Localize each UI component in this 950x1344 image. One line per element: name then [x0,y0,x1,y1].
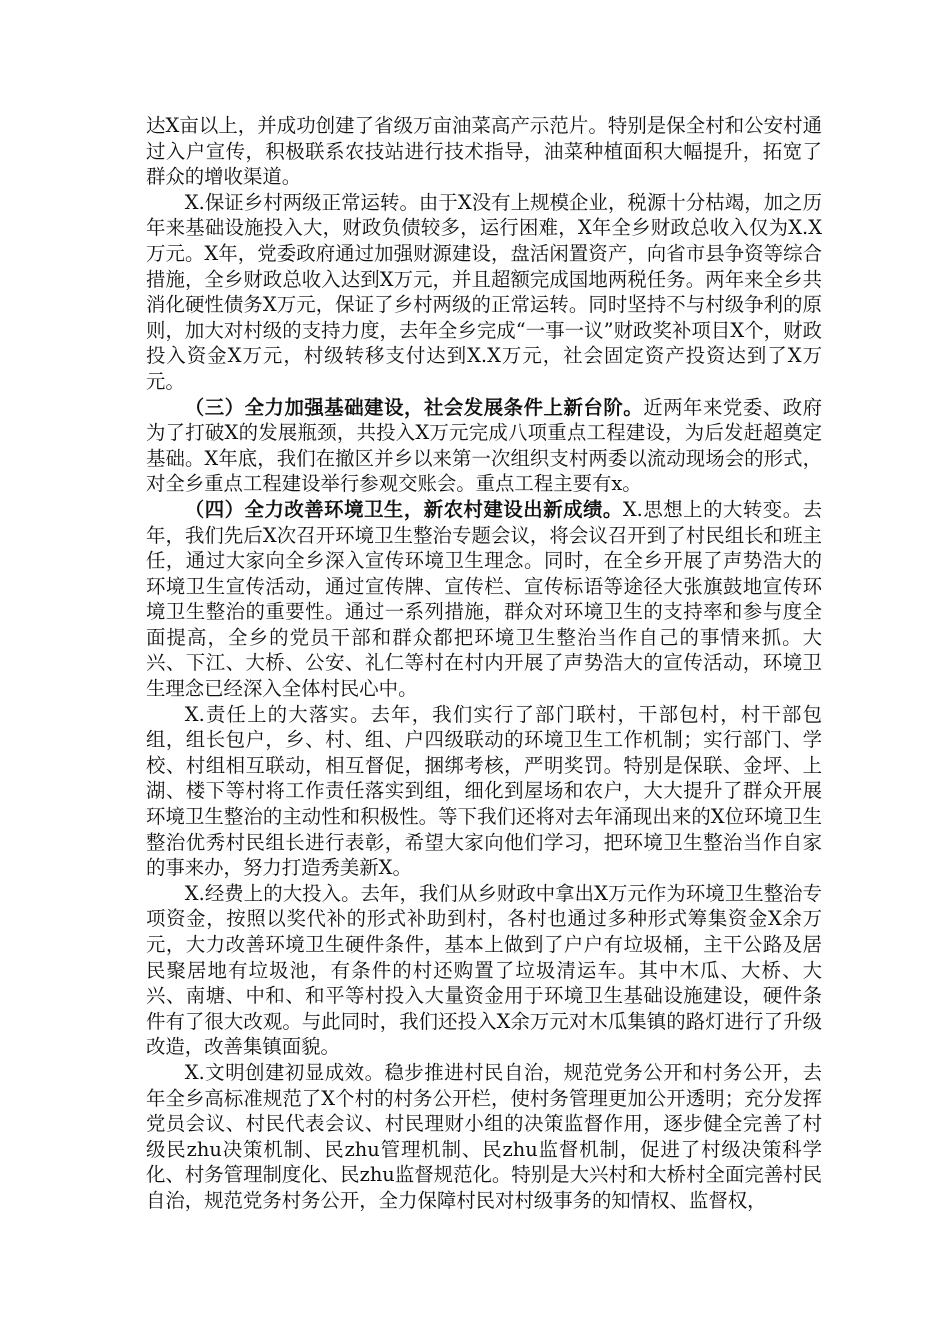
paragraph-4 [146,497,822,702]
section-heading-4: （四）全力改善环境卫生，新农村建设出新成绩。 [184,497,623,521]
paragraph-5 [146,702,822,881]
document-page [146,113,822,1214]
paragraph-6 [146,881,822,1060]
paragraph-7-text: X.文明创建初显成效。稳步推进村民自治，规范党务公开和村务公开，去年全乡高标准规范了X个村的村务公开栏，使村务管理更加公开透明；充分发挥党员会议、村民代表会议、村民理财小组的决策监督作用，逐步健全完善了村级民zhu决策机制、民zhu管理机制、民zhu监督机制，促进了村级决策科学化、村务管理制度化、民zhu监督规范化。特别是大兴村和大桥村全面完善村民自治，规范党务村务公开，全力保障村民对村级事务的知情权、监督权， [146,1060,822,1212]
paragraph-1 [146,113,822,190]
paragraph-1-text: 达X亩以上，并成功创建了省级万亩油菜高产示范片。特别是保全村和公安村通过入户宣传，积极联系农技站进行技术指导，油菜种植面积大幅提升，拓宽了群众的增收渠道。 [146,114,822,189]
paragraph-3-text: 近两年来党委、政府为了打破X的发展瓶颈，共投入X万元完成八项重点工程建设，为后发赶超奠定基础。X年底，我们在撤区并乡以来第一次组织支村两委以流动现场会的形式，对全乡重点工程建设举行参观交账会。重点工程主要有x。 [146,395,823,496]
paragraph-2 [146,190,822,395]
paragraph-6-text: X.经费上的大投入。去年，我们从乡财政中拿出X万元作为环境卫生整治专项资金，按照以奖代补的形式补助到村，各村也通过多种形式筹集资金X余万元，大力改善环境卫生硬件条件，基本上做到了户户有垃圾桶，主干公路及居民聚居地有垃圾池，有条件的村还购置了垃圾清运车。其中木瓜、大桥、大兴、南塘、中和、和平等村投入大量资金用于环境卫生基础设施建设，硬件条件有了很大改观。与此同时，我们还投入X余万元对木瓜集镇的路灯进行了升级改造，改善集镇面貌。 [146,881,822,1059]
paragraph-5-text: X.责任上的大落实。去年，我们实行了部门联村，干部包村，村干部包组，组长包户，乡、村、组、户四级联动的环境卫生工作机制；实行部门、学校、村组相互联动，相互督促，捆绑考核，严明奖罚。特别是保联、金坪、上湖、楼下等村将工作责任落实到组，细化到屋场和农户，大大提升了群众开展环境卫生整治的主动性和积极性。等下我们还将对去年涌现出来的X位环境卫生整治优秀村民组长进行表彰，希望大家向他们学习，把环境卫生整治当作自家的事来办，努力打造秀美新X。 [146,702,822,880]
paragraph-4-text: X.思想上的大转变。去年，我们先后X次召开环境卫生整治专题会议，将会议召开到了村民组长和班主任，通过大家向全乡深入宣传环境卫生理念。同时，在全乡开展了声势浩大的环境卫生宣传活动，通过宣传牌、宣传栏、宣传标语等途径大张旗鼓地宣传环境卫生整治的重要性。通过一系列措施，群众对环境卫生的支持率和参与度全面提高，全乡的党员干部和群众都把环境卫生整治当作自己的事情来抓。大兴、下江、大桥、公安、礼仁等村在村内开展了声势浩大的宣传活动，环境卫生理念已经深入全体村民心中。 [146,497,823,701]
paragraph-2-text: X.保证乡村两级正常运转。由于X没有上规模企业，税源十分枯竭，加之历年来基础设施投入大，财政负债较多，运行困难，X年全乡财政总收入仅为X.X万元。X年，党委政府通过加强财源建设，盘活闲置资产，向省市县争资等综合措施，全乡财政总收入达到X万元，并且超额完成国地两税任务。两年来全乡共消化硬性债务X万元，保证了乡村两级的正常运转。同时坚持不与村级争利的原则，加大对村级的支持力度，去年全乡完成“一事一议”财政奖补项目X个，财政投入资金X万元，村级转移支付达到X.X万元，社会固定资产投资达到了X万元。 [146,190,822,393]
paragraph-3 [146,395,822,497]
paragraph-7 [146,1060,822,1214]
section-heading-3: （三）全力加强基础建设，社会发展条件上新台阶。 [184,395,644,419]
